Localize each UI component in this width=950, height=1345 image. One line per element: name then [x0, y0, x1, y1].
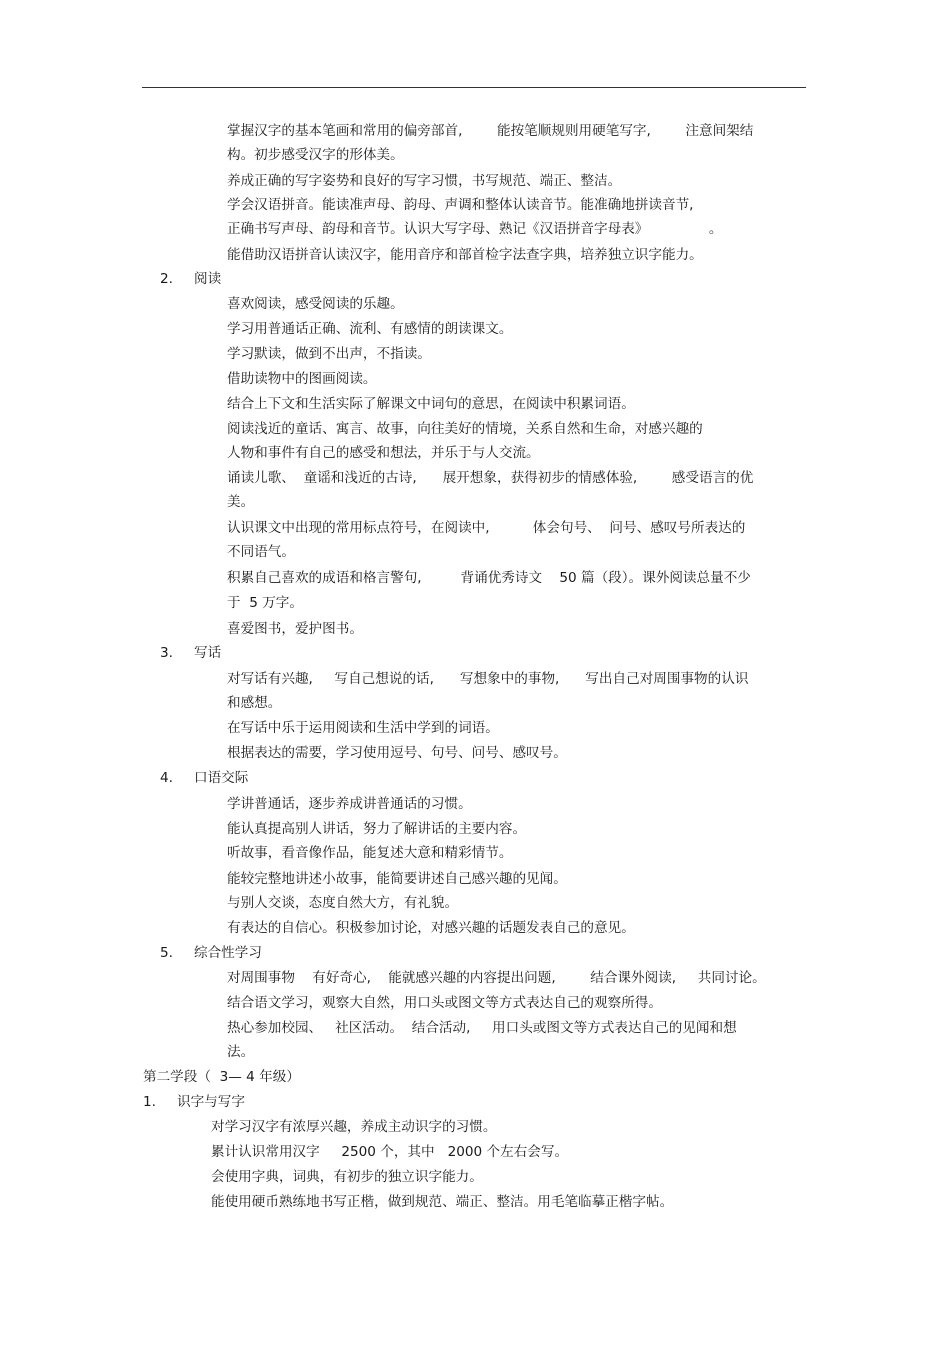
text-line: 认识课文中出现的常用标点符号，在阅读中, 体会句号、 问号、感叹号所表达的: [227, 520, 746, 536]
text-line: 学习用普通话正确、流利、有感情的朗读课文。: [227, 321, 513, 337]
text-line: 有表达的自信心。积极参加讨论，对感兴趣的话题发表自己的意见。: [227, 920, 635, 936]
text-line: 结合语文学习，观察大自然，用口头或图文等方式表达自己的观察所得。: [227, 995, 662, 1011]
text-line: 能较完整地讲述小故事，能简要讲述自己感兴趣的见闻。: [227, 871, 567, 887]
text-line: 对周围事物 有好奇心, 能就感兴趣的内容提出问题, 结合课外阅读, 共同讨论。: [227, 970, 766, 986]
text-line: 能借助汉语拼音认读汉字，能用音序和部首检字法查字典，培养独立识字能力。: [227, 247, 703, 263]
section-number: 5.: [160, 945, 173, 961]
text-line: 在写话中乐于运用阅读和生活中学到的词语。: [227, 720, 499, 736]
text-line: 人物和事件有自己的感受和想法，并乐于与人交流。: [227, 445, 540, 461]
text-line: 法。: [227, 1044, 255, 1060]
text-line: 不同语气。: [227, 544, 295, 560]
section-number: 1.: [143, 1094, 156, 1110]
text-line: 与别人交谈，态度自然大方，有礼貌。: [227, 895, 459, 911]
text-line: 和感想。: [227, 695, 282, 711]
text-line: 结合上下文和生活实际了解课文中词句的意思，在阅读中积累词语。: [227, 396, 635, 412]
text-line: 对学习汉字有浓厚兴趣，养成主动识字的习惯。: [211, 1119, 497, 1135]
text-line: 对写话有兴趣, 写自己想说的话, 写想象中的事物, 写出自己对周围事物的认识: [227, 671, 749, 687]
text-line: 掌握汉字的基本笔画和常用的偏旁部首, 能按笔顺规则用硬笔写字, 注意间架结: [227, 123, 754, 139]
text-line: 能使用硬币熟练地书写正楷，做到规范、端正、整洁。用毛笔临摹正楷字帖。: [211, 1194, 674, 1210]
text-line: 诵读儿歌、 童谣和浅近的古诗, 展开想象，获得初步的情感体验, 感受语言的优: [227, 470, 754, 486]
text-line: 根据表达的需要，学习使用逗号、句号、问号、感叹号。: [227, 745, 567, 761]
text-line: 听故事，看音像作品，能复述大意和精彩情节。: [227, 845, 513, 861]
section-number: 2.: [160, 271, 173, 287]
section-title: 综合性学习: [194, 945, 262, 961]
text-line: 构。初步感受汉字的形体美。: [227, 147, 404, 163]
section-title: 口语交际: [194, 770, 249, 786]
section-title: 阅读: [194, 271, 222, 287]
text-line: 于 5 万字。: [227, 595, 303, 611]
section-number: 4.: [160, 770, 173, 786]
text-line: 能认真提高别人讲话，努力了解讲话的主要内容。: [227, 821, 527, 837]
section-number: 3.: [160, 645, 173, 661]
stage-heading: 第二学段（ 3— 4 年级）: [143, 1069, 300, 1085]
text-line: 喜爱图书，爱护图书。: [227, 621, 363, 637]
text-line: 喜欢阅读，感受阅读的乐趣。: [227, 296, 404, 312]
text-line: 养成正确的写字姿势和良好的写字习惯，书写规范、端正、整洁。: [227, 173, 622, 189]
text-line: 累计认识常用汉字 2500 个，其中 2000 个左右会写。: [211, 1144, 569, 1160]
text-line: 会使用字典，词典，有初步的独立识字能力。: [211, 1169, 483, 1185]
text-line: 学讲普通话，逐步养成讲普通话的习惯。: [227, 796, 472, 812]
text-line: 美。: [227, 494, 255, 510]
section-title: 识字与写字: [177, 1094, 245, 1110]
text-line: 借助读物中的图画阅读。: [227, 371, 377, 387]
text-line: 学会汉语拼音。能读准声母、韵母、声调和整体认读音节。能准确地拼读音节,: [227, 197, 694, 213]
section-title: 写话: [194, 645, 222, 661]
text-line: 热心参加校园、 社区活动。 结合活动, 用口头或图文等方式表达自己的见闻和想: [227, 1020, 737, 1036]
text-line: 学习默读，做到不出声，不指读。: [227, 346, 431, 362]
text-line: 积累自己喜欢的成语和格言警句, 背诵优秀诗文 50 篇（段）。课外阅读总量不少: [227, 570, 751, 586]
text-line: 正确书写声母、韵母和音节。认识大写字母、熟记《汉语拼音字母表》 。: [227, 221, 723, 237]
header-rule: [142, 87, 806, 88]
text-line: 阅读浅近的童话、寓言、故事，向往美好的情境，关系自然和生命，对感兴趣的: [227, 421, 703, 437]
